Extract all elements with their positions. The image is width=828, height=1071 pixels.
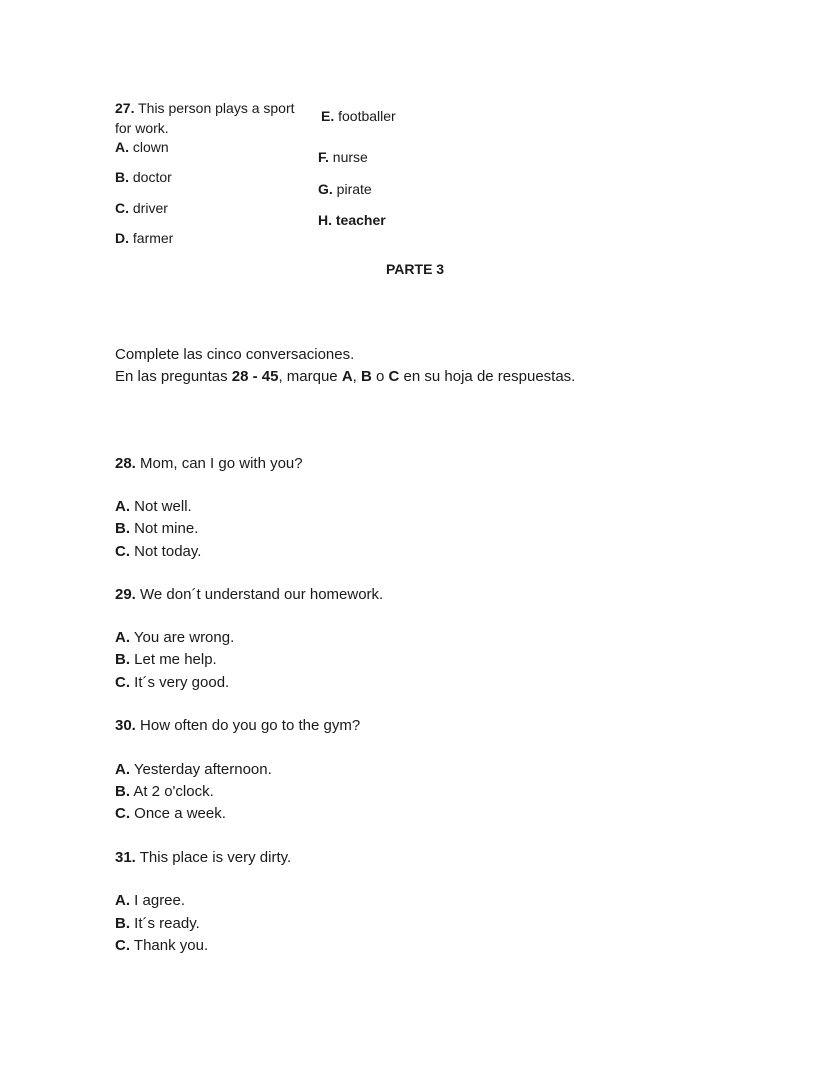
question-29-option-b: B. Let me help. [115,651,217,668]
question-30-option-c: C. Once a week. [115,805,226,822]
question-30-option-b: B. At 2 o'clock. [115,783,214,800]
question-28-option-c: C. Not today. [115,543,202,560]
q27-stem-line1: 27. This person plays a sport [115,100,295,116]
question-28-option-b: B. Not mine. [115,520,199,537]
question-31-option-b: B. It´s ready. [115,915,200,932]
question-31-stem: 31. This place is very dirty. [115,849,292,866]
question-29-option-a: A. You are wrong. [115,629,235,646]
instruction-line-2: En las preguntas 28 - 45, marque A, B o C en su hoja de respuestas. [115,368,576,385]
q27-option-e: E. footballer [321,108,396,124]
q27-option-f: F. nurse [318,149,368,165]
q27-stem-line2: for work. [115,120,169,136]
question-28-stem: 28. Mom, can I go with you? [115,455,303,472]
question-29-option-c: C. It´s very good. [115,674,230,691]
q27-option-h: H. teacher [318,212,386,228]
q27-option-c: C. driver [115,200,168,216]
q27-option-b: B. doctor [115,169,172,185]
question-31-option-a: A. I agree. [115,892,186,909]
question-30-option-a: A. Yesterday afternoon. [115,761,272,778]
question-28-option-a: A. Not well. [115,498,192,515]
q27-option-g: G. pirate [318,181,372,197]
question-31-option-c: C. Thank you. [115,937,209,954]
question-29-stem: 29. We don´t understand our homework. [115,586,384,603]
q27-option-a: A. clown [115,139,169,155]
q27-option-d: D. farmer [115,230,174,246]
part-heading: PARTE 3 [386,261,445,277]
question-30-stem: 30. How often do you go to the gym? [115,717,361,734]
instruction-line-1: Complete las cinco conversaciones. [115,346,355,363]
